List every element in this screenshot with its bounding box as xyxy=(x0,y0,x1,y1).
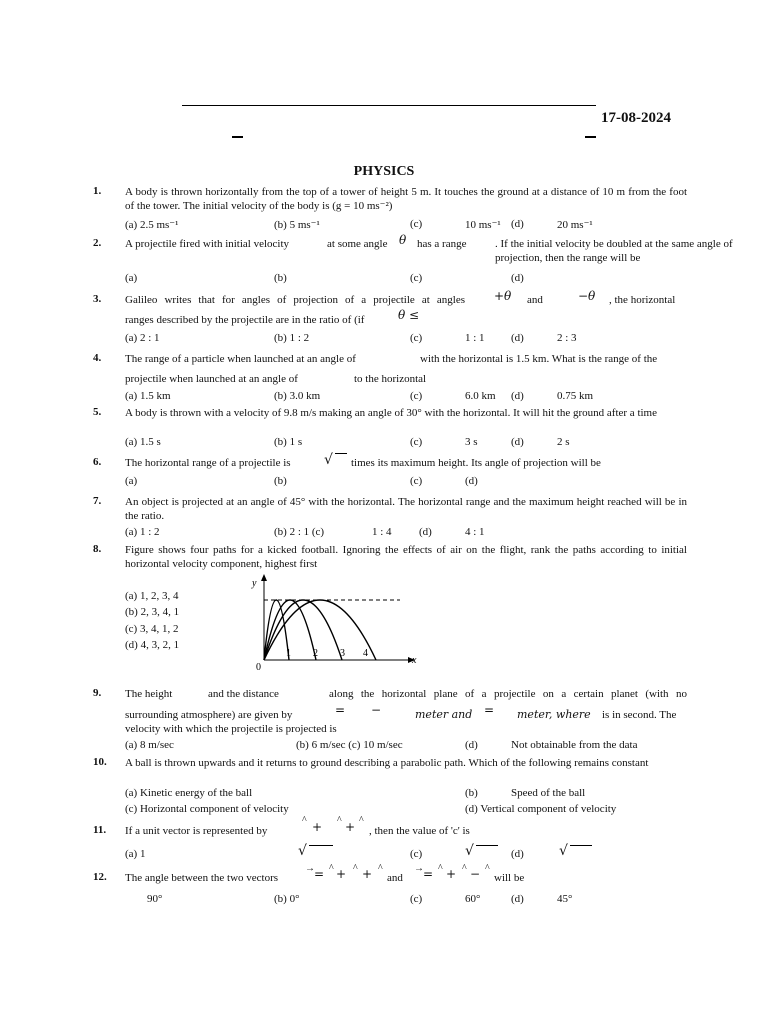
option-d-label: (d) xyxy=(511,436,524,448)
sqrt-symbol: √ xyxy=(559,843,568,859)
question-text: and the distance xyxy=(208,688,279,700)
option-c: (c) xyxy=(410,272,423,284)
option-b-label: (b) xyxy=(465,787,478,799)
hat-symbol: ^ xyxy=(378,863,383,874)
option-c: (c) 3, 4, 1, 2 xyxy=(125,623,179,635)
option-d: 20 ms⁻¹ xyxy=(557,219,593,231)
option-c: (c) xyxy=(410,475,423,487)
section-title: PHYSICS xyxy=(353,164,415,179)
question-text: The range of a particle when launched at an angle of xyxy=(125,353,356,365)
header-rule xyxy=(182,105,596,106)
plus-symbol: + xyxy=(312,820,323,834)
option-a: (a) 1.5 s xyxy=(125,436,161,448)
option-b: (b) xyxy=(274,475,287,487)
question-text: and xyxy=(387,872,403,884)
option-a: (a) xyxy=(125,272,138,284)
sqrt-bar xyxy=(476,845,498,846)
equals-symbol: = xyxy=(314,867,325,881)
plus-symbol: + xyxy=(336,867,347,881)
question-text: An object is projected at an angle of 45° with the horizontal. The horizontal range and the maximum height reached will be in the ratio. xyxy=(125,496,687,522)
question-text: A body is thrown horizontally from the top of a tower of height 5 m. It touches the ground at a distance of 10 m from the foot of the tower. The initial velocity of the body is (g = 10 ms⁻²) xyxy=(125,186,687,212)
question-text: meter, where xyxy=(517,708,591,721)
option-a: (a) 1 xyxy=(125,848,146,860)
option-b: (b) 1 s xyxy=(274,436,303,448)
y-axis-arrow xyxy=(261,574,267,581)
theta-symbol: θ xyxy=(399,233,407,247)
option-b: (b) 2, 3, 4, 1 xyxy=(125,606,180,618)
question-text: at some angle xyxy=(327,238,388,250)
option-c: 10 ms⁻¹ xyxy=(465,219,501,231)
question-text: velocity with which the projectile is projected is xyxy=(125,723,337,735)
option-c-label: (c) xyxy=(410,390,423,402)
question-text: A body is thrown with a velocity of 9.8 m/s making an angle of 30° with the horizontal. It will hit the ground after a time xyxy=(125,407,657,419)
option-b: (b) 1 : 2 xyxy=(274,332,310,344)
question-text: is in second. The xyxy=(602,709,677,721)
minus-symbol: − xyxy=(371,703,382,717)
sqrt-symbol: √ xyxy=(324,452,333,468)
question-text: along the horizontal plane of a projectile on a certain planet (with no xyxy=(329,688,687,700)
question-text: projectile when launched at an angle of xyxy=(125,373,298,385)
option-b: (b) 3.0 km xyxy=(274,390,321,402)
plus-symbol: + xyxy=(345,820,356,834)
question-number: 12. xyxy=(93,871,107,883)
option-a: (a) 2 : 1 xyxy=(125,332,160,344)
sqrt-bar xyxy=(570,845,592,846)
question-text: times its maximum height. Its angle of projection will be xyxy=(351,457,601,469)
option-a: (a) 1.5 km xyxy=(125,390,171,402)
option-c: 1 : 4 xyxy=(372,526,392,538)
option-c-label: (c) xyxy=(410,436,423,448)
theta-leq: θ ≤ xyxy=(398,308,420,322)
question-text: Galileo writes that for angles of projection of a projectile at angles xyxy=(125,294,465,306)
hat-symbol: ^ xyxy=(337,815,342,826)
option-d-label: (d) xyxy=(511,218,524,230)
question-number: 9. xyxy=(93,687,102,699)
option-d: 4 : 1 xyxy=(465,526,485,538)
option-d-label: (d) xyxy=(511,848,524,860)
option-d: Not obtainable from the data xyxy=(511,739,638,751)
question-number: 6. xyxy=(93,456,102,468)
question-text: has a range xyxy=(417,238,467,250)
sqrt-symbol: √ xyxy=(465,843,474,859)
trajectory-figure xyxy=(250,570,425,675)
hat-symbol: ^ xyxy=(329,863,334,874)
option-d: 0.75 km xyxy=(557,390,594,402)
question-number: 5. xyxy=(93,406,102,418)
minus-symbol: − xyxy=(470,867,481,881)
question-number: 1. xyxy=(93,185,102,197)
option-b-c: (b) 6 m/sec (c) 10 m/sec xyxy=(296,739,403,751)
option-b: (b) xyxy=(274,272,287,284)
path-3 xyxy=(264,600,342,660)
option-c-label: (c) xyxy=(410,848,423,860)
option-c-label: (c) xyxy=(410,893,423,905)
option-d: 2 s xyxy=(557,436,570,448)
hat-symbol: ^ xyxy=(353,863,358,874)
question-number: 7. xyxy=(93,495,102,507)
origin-label: 0 xyxy=(256,662,261,673)
plus-symbol: + xyxy=(446,867,457,881)
option-d: (d) Vertical component of velocity xyxy=(465,803,617,815)
question-text: . If the initial velocity be doubled at the same angle of projection, then the range will be xyxy=(495,238,733,264)
exam-date: 17-08-2024 xyxy=(601,110,671,126)
option-a: (a) 2.5 ms⁻¹ xyxy=(125,219,179,231)
question-text: The angle between the two vectors xyxy=(125,872,279,884)
question-text: If a unit vector is represented by xyxy=(125,825,268,837)
option-d: 45° xyxy=(557,893,573,905)
sqrt-symbol: √ xyxy=(298,843,307,859)
question-text: meter and xyxy=(415,708,473,721)
sqrt-bar xyxy=(335,453,347,454)
option-d: 2 : 3 xyxy=(557,332,577,344)
question-number: 11. xyxy=(93,824,107,836)
path-label-3: 3 xyxy=(340,648,345,659)
vector-arrow: → xyxy=(414,863,424,874)
option-c: 6.0 km xyxy=(465,390,496,402)
question-number: 8. xyxy=(93,543,102,555)
option-a: (a) xyxy=(125,475,138,487)
question-text: , the horizontal xyxy=(609,294,676,306)
option-a: (a) 1 : 2 xyxy=(125,526,160,538)
equals-symbol: = xyxy=(484,703,495,717)
option-a: (a) 1, 2, 3, 4 xyxy=(125,590,179,602)
question-number: 10. xyxy=(93,756,107,768)
question-number: 3. xyxy=(93,293,102,305)
vector-arrow: → xyxy=(305,863,315,874)
sqrt-bar xyxy=(309,845,333,846)
question-text: Figure shows four paths for a kicked football. Ignoring the effects of air on the flight, rank the paths according to initial horizontal velocity component, highest first xyxy=(125,544,687,570)
option-b: (b) 2 : 1 (c) xyxy=(274,526,325,538)
hat-symbol: ^ xyxy=(462,863,467,874)
plus-theta: +θ xyxy=(494,289,512,303)
hat-symbol: ^ xyxy=(302,815,307,826)
option-d-label: (d) xyxy=(465,739,478,751)
y-label: y xyxy=(252,578,257,589)
path-label-2: 2 xyxy=(313,648,318,659)
hat-symbol: ^ xyxy=(438,863,443,874)
option-a: 90° xyxy=(147,893,163,905)
option-d-label: (d) xyxy=(511,893,524,905)
option-c: 3 s xyxy=(465,436,478,448)
option-d: (d) xyxy=(511,272,524,284)
option-b: Speed of the ball xyxy=(511,787,586,799)
option-d-label: (d) xyxy=(419,526,432,538)
x-label: x xyxy=(412,655,417,666)
option-c: (c) Horizontal component of velocity xyxy=(125,803,289,815)
question-text: ranges described by the projectile are in the ratio of (if xyxy=(125,314,365,326)
option-c: 1 : 1 xyxy=(465,332,485,344)
option-b: (b) 0° xyxy=(274,893,300,905)
question-number: 2. xyxy=(93,237,102,249)
option-d: (d) xyxy=(465,475,478,487)
option-c-label: (c) xyxy=(410,218,423,230)
question-text: to the horizontal xyxy=(354,373,427,385)
option-c-label: (c) xyxy=(410,332,423,344)
minus-theta: −θ xyxy=(578,289,596,303)
question-number: 4. xyxy=(93,352,102,364)
question-text: surrounding atmosphere) are given by xyxy=(125,709,293,721)
option-c: 60° xyxy=(465,893,481,905)
option-d-label: (d) xyxy=(511,390,524,402)
option-a: (a) Kinetic energy of the ball xyxy=(125,787,253,799)
question-text: , then the value of 'c' is xyxy=(369,825,470,837)
hat-symbol: ^ xyxy=(359,815,364,826)
question-text: with the horizontal is 1.5 km. What is the range of the xyxy=(420,353,658,365)
question-text: A ball is thrown upwards and it returns to ground describing a parabolic path. Which of the following remains constant xyxy=(125,757,649,769)
option-d: (d) 4, 3, 2, 1 xyxy=(125,639,180,651)
header-dash-left xyxy=(232,136,243,138)
header-dash-right xyxy=(585,136,596,138)
equals-symbol: = xyxy=(423,867,434,881)
question-text: The height xyxy=(125,688,173,700)
option-b: (b) 5 ms⁻¹ xyxy=(274,219,320,231)
question-text: A projectile fired with initial velocity xyxy=(125,238,290,250)
question-text: The horizontal range of a projectile is xyxy=(125,457,291,469)
option-d-label: (d) xyxy=(511,332,524,344)
question-text: and xyxy=(527,294,543,306)
plus-symbol: + xyxy=(362,867,373,881)
hat-symbol: ^ xyxy=(485,863,490,874)
path-label-4: 4 xyxy=(363,648,368,659)
path-label-1: 1 xyxy=(286,648,291,659)
equals-symbol: = xyxy=(335,703,346,717)
option-a: (a) 8 m/sec xyxy=(125,739,174,751)
question-text: will be xyxy=(494,872,525,884)
